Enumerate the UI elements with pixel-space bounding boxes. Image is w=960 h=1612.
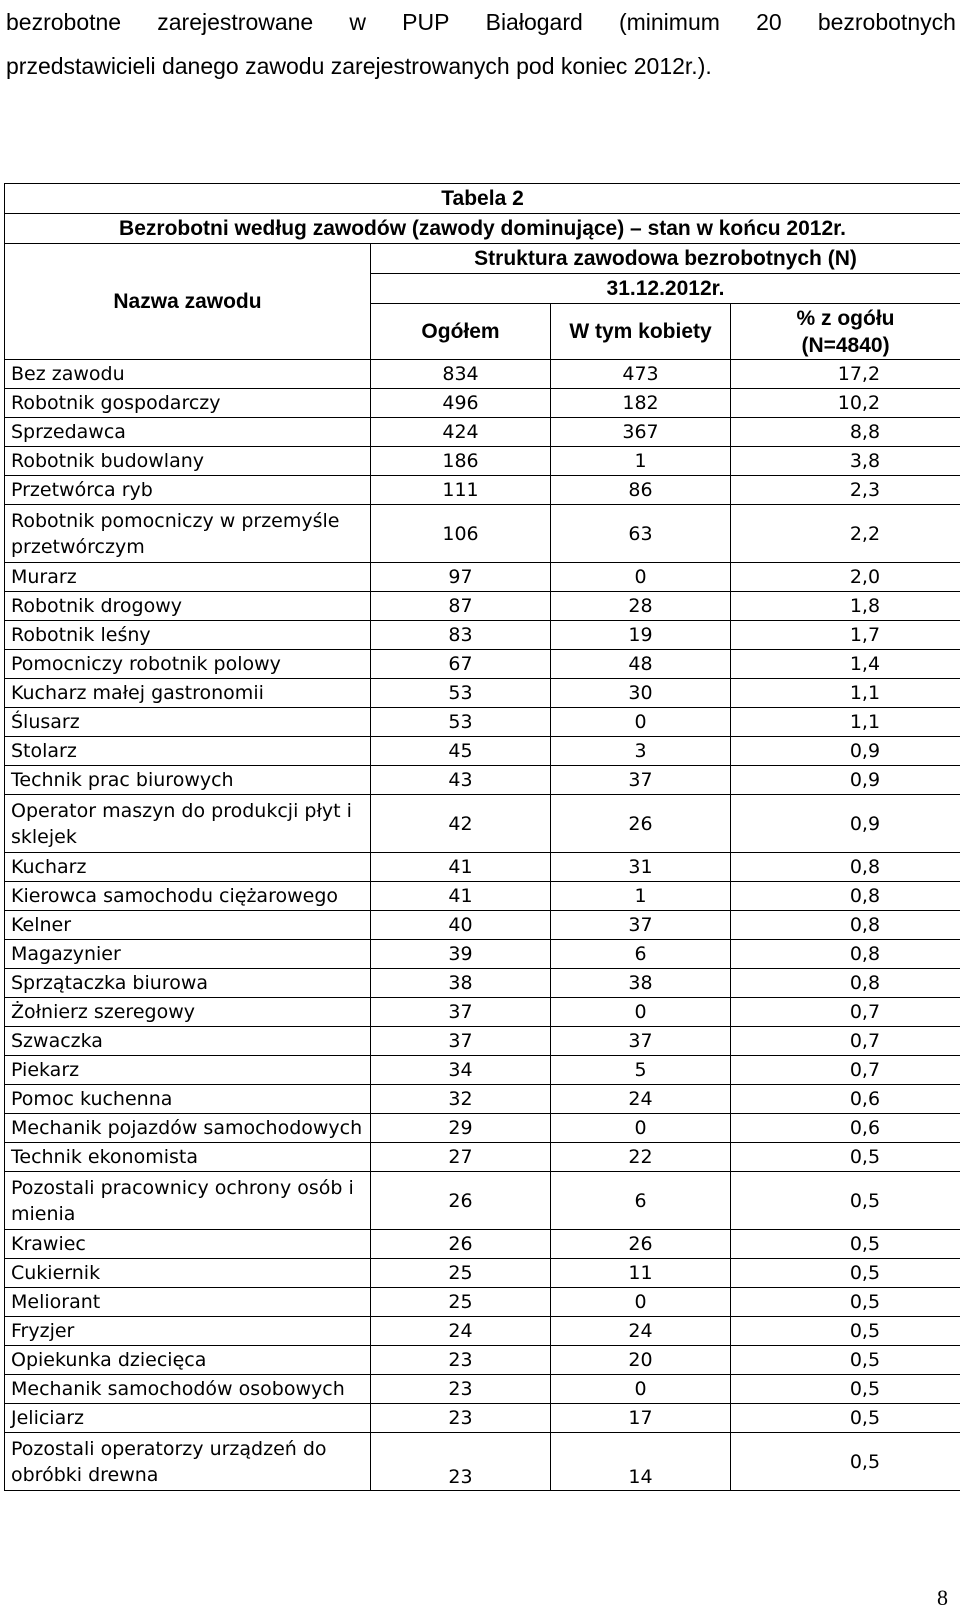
- pct-cell: 2,2: [731, 505, 960, 563]
- occupation-name-cell: Przetwórca ryb: [5, 476, 371, 505]
- women-column-header: W tym kobiety: [551, 304, 731, 360]
- pct-cell: 1,4: [731, 650, 960, 679]
- women-cell: 0: [551, 563, 731, 592]
- pct-cell: 0,6: [731, 1114, 960, 1143]
- occupation-name-cell: Szwaczka: [5, 1027, 371, 1056]
- total-cell: 25: [371, 1288, 551, 1317]
- occupations-table: [4, 183, 960, 1491]
- occupation-name-cell: Robotnik budowlany: [5, 447, 371, 476]
- table-row: [5, 853, 960, 882]
- total-cell: 26: [371, 1230, 551, 1259]
- pct-cell: 0,7: [731, 998, 960, 1027]
- table-row: [5, 1433, 960, 1491]
- pct-header-n: (N=4840): [801, 333, 890, 357]
- occupation-name-cell: Mechanik pojazdów samochodowych: [5, 1114, 371, 1143]
- table-row: [5, 1375, 960, 1404]
- women-cell: 0: [551, 1114, 731, 1143]
- total-cell: 834: [371, 360, 551, 389]
- pct-cell: 1,1: [731, 708, 960, 737]
- pct-cell: 0,8: [731, 940, 960, 969]
- total-cell: 45: [371, 737, 551, 766]
- occupation-name-cell: Meliorant: [5, 1288, 371, 1317]
- table-row: [5, 563, 960, 592]
- table-title: Bezrobotni według zawodów (zawody dominujące) – stan w końcu 2012r.: [5, 214, 960, 244]
- table-row: [5, 766, 960, 795]
- women-cell: 26: [551, 795, 731, 853]
- total-cell: 53: [371, 679, 551, 708]
- total-cell: 25: [371, 1259, 551, 1288]
- intro-word: bezrobotnych: [817, 9, 956, 35]
- women-cell: 30: [551, 679, 731, 708]
- women-cell: 48: [551, 650, 731, 679]
- name-column-header: Nazwa zawodu: [5, 244, 371, 360]
- total-cell: 40: [371, 911, 551, 940]
- occupation-name-cell: Mechanik samochodów osobowych: [5, 1375, 371, 1404]
- table-row: [5, 360, 960, 389]
- table-row: [5, 650, 960, 679]
- total-cell: 186: [371, 447, 551, 476]
- women-cell: 24: [551, 1085, 731, 1114]
- pct-cell: 1,7: [731, 621, 960, 650]
- occupation-name-cell: Robotnik pomocniczy w przemyśle przetwórczym: [5, 505, 371, 563]
- women-cell: 37: [551, 911, 731, 940]
- table-row: [5, 737, 960, 766]
- total-cell: 37: [371, 998, 551, 1027]
- pct-cell: 0,9: [731, 766, 960, 795]
- table-row: [5, 418, 960, 447]
- table-row: [5, 882, 960, 911]
- table-row: [5, 1027, 960, 1056]
- occupation-name-cell: Robotnik leśny: [5, 621, 371, 650]
- women-cell: 473: [551, 360, 731, 389]
- women-cell: 1: [551, 882, 731, 911]
- table-row: [5, 1288, 960, 1317]
- total-cell: 37: [371, 1027, 551, 1056]
- pct-cell: 0,5: [731, 1143, 960, 1172]
- total-cell: 24: [371, 1317, 551, 1346]
- pct-cell: 0,8: [731, 911, 960, 940]
- pct-cell: 1,1: [731, 679, 960, 708]
- pct-column-header: [731, 304, 960, 360]
- pct-cell: 0,5: [731, 1404, 960, 1433]
- table-row: [5, 795, 960, 853]
- total-cell: 106: [371, 505, 551, 563]
- intro-word: zarejestrowane: [157, 9, 314, 35]
- pct-cell: 3,8: [731, 447, 960, 476]
- intro-word: bezrobotne: [6, 9, 122, 35]
- table-row: [5, 505, 960, 563]
- pct-cell: 0,5: [731, 1288, 960, 1317]
- occupation-name-cell: Robotnik gospodarczy: [5, 389, 371, 418]
- occupation-name-cell: Krawiec: [5, 1230, 371, 1259]
- total-cell: 23: [371, 1433, 551, 1491]
- pct-cell: 10,2: [731, 389, 960, 418]
- occupation-name-cell: Ślusarz: [5, 708, 371, 737]
- occupation-name-cell: Stolarz: [5, 737, 371, 766]
- total-cell: 53: [371, 708, 551, 737]
- women-cell: 182: [551, 389, 731, 418]
- occupation-name-cell: Robotnik drogowy: [5, 592, 371, 621]
- total-cell: 38: [371, 969, 551, 998]
- women-cell: 20: [551, 1346, 731, 1375]
- occupation-name-cell: Pozostali pracownicy ochrony osób i mienia: [5, 1172, 371, 1230]
- table-row: [5, 389, 960, 418]
- pct-cell: 0,9: [731, 795, 960, 853]
- table-row: [5, 1404, 960, 1433]
- pct-cell: 0,7: [731, 1027, 960, 1056]
- occupation-name-cell: Pozostali operatorzy urządzeń do obróbki drewna: [5, 1433, 371, 1491]
- total-cell: 43: [371, 766, 551, 795]
- pct-cell: 0,6: [731, 1085, 960, 1114]
- occupation-name-cell: Pomoc kuchenna: [5, 1085, 371, 1114]
- table-row: [5, 1346, 960, 1375]
- total-cell: 41: [371, 882, 551, 911]
- occupation-name-cell: Kucharz małej gastronomii: [5, 679, 371, 708]
- occupation-name-cell: Żołnierz szeregowy: [5, 998, 371, 1027]
- table-row: [5, 1114, 960, 1143]
- pct-cell: 0,8: [731, 853, 960, 882]
- women-cell: 5: [551, 1056, 731, 1085]
- women-cell: 0: [551, 1375, 731, 1404]
- date-header: 31.12.2012r.: [371, 274, 960, 304]
- intro-word: w: [349, 9, 366, 35]
- women-cell: 0: [551, 1288, 731, 1317]
- group-header: Struktura zawodowa bezrobotnych (N): [371, 244, 960, 274]
- women-cell: 37: [551, 1027, 731, 1056]
- occupation-name-cell: Magazynier: [5, 940, 371, 969]
- total-cell: 23: [371, 1346, 551, 1375]
- occupation-name-cell: Cukiernik: [5, 1259, 371, 1288]
- table-row: [5, 1230, 960, 1259]
- total-cell: 424: [371, 418, 551, 447]
- pct-cell: 0,8: [731, 882, 960, 911]
- pct-cell: 0,5: [731, 1317, 960, 1346]
- table-row: [5, 1085, 960, 1114]
- pct-cell: 0,5: [731, 1172, 960, 1230]
- total-column-header: Ogółem: [371, 304, 551, 360]
- total-cell: 41: [371, 853, 551, 882]
- women-cell: 22: [551, 1143, 731, 1172]
- pct-cell: 0,5: [731, 1346, 960, 1375]
- pct-cell: 2,3: [731, 476, 960, 505]
- total-cell: 23: [371, 1404, 551, 1433]
- occupation-name-cell: Murarz: [5, 563, 371, 592]
- total-cell: 87: [371, 592, 551, 621]
- occupation-name-cell: Opiekunka dziecięca: [5, 1346, 371, 1375]
- total-cell: 27: [371, 1143, 551, 1172]
- women-cell: 14: [551, 1433, 731, 1491]
- table-row: [5, 1259, 960, 1288]
- occupation-name-cell: Pomocniczy robotnik polowy: [5, 650, 371, 679]
- women-cell: 367: [551, 418, 731, 447]
- women-cell: 6: [551, 1172, 731, 1230]
- women-cell: 3: [551, 737, 731, 766]
- women-cell: 86: [551, 476, 731, 505]
- total-cell: 34: [371, 1056, 551, 1085]
- table-row: [5, 679, 960, 708]
- total-cell: 23: [371, 1375, 551, 1404]
- table-row: [5, 476, 960, 505]
- occupation-name-cell: Sprzątaczka biurowa: [5, 969, 371, 998]
- women-cell: 28: [551, 592, 731, 621]
- table-row: [5, 1317, 960, 1346]
- women-cell: 11: [551, 1259, 731, 1288]
- intro-line-1: [6, 0, 956, 44]
- intro-word: Białogard: [485, 9, 583, 35]
- occupation-name-cell: Jeliciarz: [5, 1404, 371, 1433]
- total-cell: 42: [371, 795, 551, 853]
- occupation-name-cell: Sprzedawca: [5, 418, 371, 447]
- pct-cell: 1,8: [731, 592, 960, 621]
- table-row: [5, 592, 960, 621]
- women-cell: 31: [551, 853, 731, 882]
- pct-cell: 0,5: [731, 1230, 960, 1259]
- occupation-name-cell: Bez zawodu: [5, 360, 371, 389]
- intro-word: (minimum: [618, 9, 720, 35]
- intro-word: PUP: [402, 9, 450, 35]
- women-cell: 24: [551, 1317, 731, 1346]
- table-row: [5, 911, 960, 940]
- occupation-name-cell: Kucharz: [5, 853, 371, 882]
- occupation-name-cell: Piekarz: [5, 1056, 371, 1085]
- total-cell: 111: [371, 476, 551, 505]
- total-cell: 26: [371, 1172, 551, 1230]
- intro-line-2: przedstawicieli danego zawodu zarejestrowanych pod koniec 2012r.).: [6, 53, 712, 79]
- women-cell: 17: [551, 1404, 731, 1433]
- table-row: [5, 1143, 960, 1172]
- table-row: [5, 708, 960, 737]
- table-row: [5, 1172, 960, 1230]
- women-cell: 0: [551, 998, 731, 1027]
- intro-paragraph: [6, 0, 956, 88]
- occupation-name-cell: Technik prac biurowych: [5, 766, 371, 795]
- pct-header-label: % z ogółu: [796, 306, 895, 330]
- women-cell: 38: [551, 969, 731, 998]
- occupation-name-cell: Kierowca samochodu ciężarowego: [5, 882, 371, 911]
- occupation-name-cell: Technik ekonomista: [5, 1143, 371, 1172]
- total-cell: 97: [371, 563, 551, 592]
- pct-cell: 0,5: [731, 1259, 960, 1288]
- table-row: [5, 969, 960, 998]
- women-cell: 6: [551, 940, 731, 969]
- women-cell: 63: [551, 505, 731, 563]
- pct-cell: 0,9: [731, 737, 960, 766]
- pct-cell: 8,8: [731, 418, 960, 447]
- pct-cell: 17,2: [731, 360, 960, 389]
- table-row: [5, 1056, 960, 1085]
- table-row: [5, 621, 960, 650]
- occupation-name-cell: Kelner: [5, 911, 371, 940]
- total-cell: 29: [371, 1114, 551, 1143]
- pct-cell: 0,5: [731, 1433, 960, 1491]
- women-cell: 1: [551, 447, 731, 476]
- women-cell: 19: [551, 621, 731, 650]
- total-cell: 496: [371, 389, 551, 418]
- women-cell: 26: [551, 1230, 731, 1259]
- women-cell: 37: [551, 766, 731, 795]
- total-cell: 39: [371, 940, 551, 969]
- total-cell: 67: [371, 650, 551, 679]
- total-cell: 83: [371, 621, 551, 650]
- pct-cell: 0,5: [731, 1375, 960, 1404]
- pct-cell: 0,8: [731, 969, 960, 998]
- table-row: [5, 998, 960, 1027]
- table-row: [5, 940, 960, 969]
- table-caption: Tabela 2: [5, 184, 960, 214]
- pct-cell: 2,0: [731, 563, 960, 592]
- table-row: [5, 447, 960, 476]
- total-cell: 32: [371, 1085, 551, 1114]
- occupation-name-cell: Operator maszyn do produkcji płyt i sklejek: [5, 795, 371, 853]
- pct-cell: 0,7: [731, 1056, 960, 1085]
- intro-word: 20: [756, 9, 782, 35]
- occupation-name-cell: Fryzjer: [5, 1317, 371, 1346]
- women-cell: 0: [551, 708, 731, 737]
- page-number: 8: [937, 1585, 948, 1610]
